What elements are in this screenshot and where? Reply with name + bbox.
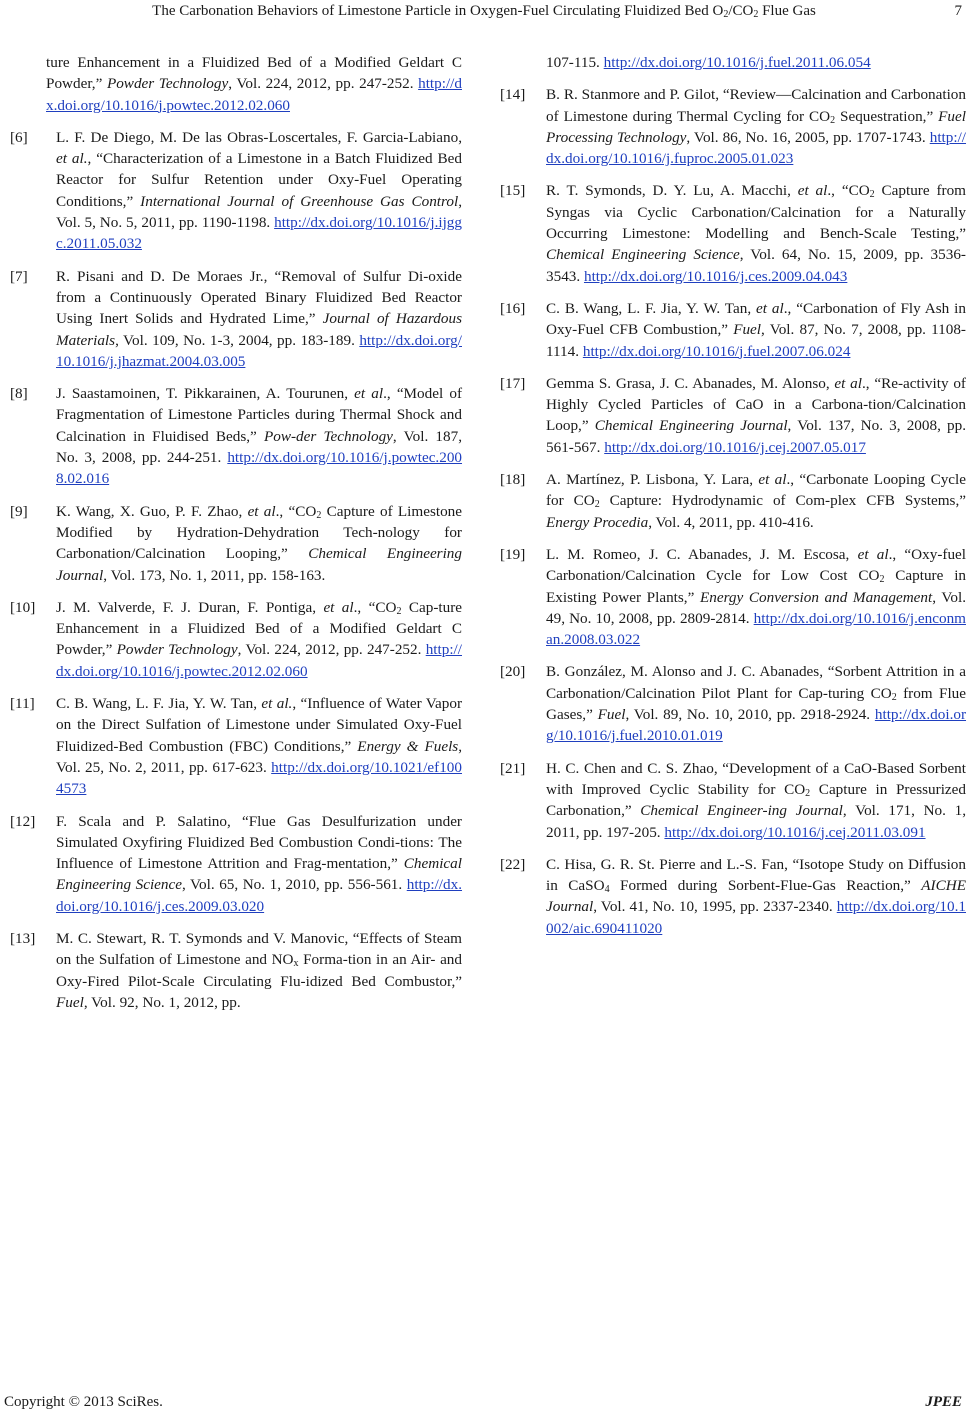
reference-item-12: [12] F. Scala and P. Salatino, “Flue Gas Desulfurization under Simulated Oxyfiring Fluidized Bed Combustion Condi-tions: The Influence of Limestone Attrition and Frag-mentation,” Chemical Engineering Science, Vol. 65, No. 1, 2010, pp. 556-561. http://dx.doi.org/10.1016/j.ces.2009.03.020 (10, 812, 463, 915)
references-right-column (500, 52, 966, 950)
reference-item-13: [13] M. C. Stewart, R. T. Symonds and V. Manovic, “Effects of Steam on the Sulfation of Limestone and $NO_x$ Forma-tion in an Air- and Oxy-Fired Pilot-Scale Circulating Flu-idized Bed Combustor,” Fuel, Vol. 92, No. 1, 2012, pp. (10, 929, 462, 1011)
reference-item-22: [22] C. Hisa, G. R. St. Pierre and L.-S. Fan, “Isotope Study on Diffusion in CaSO$_4$ Formed during Sorbent-Flue-Gas Reaction,” AICHE Journal, Vol. 41, No. 10, 1995, pp. 2337-2340. http://dx.doi.org/10.1002/aic.690411020 (500, 855, 966, 937)
doi-link[interactable]: http://dx.doi.org/10.1016/j.jhazmat.2004.03.005 (56, 331, 462, 370)
reference-item-9: [9] K. Wang, X. Guo, P. F. Zhao, et al., “$CO_2$ Capture of Limestone Modified by Hydration-Dehydration Tech-nology for Carbonation/Calcination Looping,” Chemical Engineering Journal, Vol. 173, No. 1, 2011, pp. 158-163. (10, 502, 463, 584)
doi-link[interactable]: http://dx.doi.org/10.1016/j.fuel.2011.06.054 (603, 54, 871, 71)
reference-item-14: [14] B. R. Stanmore and P. Gilot, “Review—Calcination and Carbonation of Limestone during Thermal Cycling for $CO_2$ Sequestration,” Fuel Processing Technology, Vol. 86, No. 16, 2005, pp. 1707-1743. http://dx.doi.org/10.1016/j.fuproc.2005.01.023 (500, 86, 967, 168)
reference-item-17: [17] Gemma S. Grasa, J. C. Abanades, M. Alonso, et al., “Re-activity of Highly Cycled Particles of CaO in a Carbona-tion/Calcination Loop,” Chemical Engineering Journal, Vol. 137, No. 3, 2008, pp. 561-567. http://dx.doi.org/10.1016/j.cej.2007.05.017 (500, 374, 966, 456)
reference-item-10: [10] J. M. Valverde, F. J. Duran, F. Pontiga, et al., “$CO_2$ Cap-ture Enhancement in a Fluidized Bed of a Modified Geldart C Powder,” Powder Technology, Vol. 224, 2012, pp. 247-252. http://dx.doi.org/10.1016/j.powtec.2012.02.060 (10, 598, 463, 680)
reference-continuation: ture Enhancement in a Fluidized Bed of a Modified Geldart C Powder,” Powder Technology, Vol. 224, 2012, pp. 247-252. http://dx.doi.org/10.1016/j.powtec.2012.02.060 (46, 54, 462, 114)
journal-abbreviation: JPEE (925, 1394, 962, 1410)
reference-item-16: [16] C. B. Wang, L. F. Jia, Y. W. Tan, et al., “Carbonation of Fly Ash in Oxy-Fuel CFB Combustion,” Fuel, Vol. 87, No. 7, 2008, pp. 1108-1114. http://dx.doi.org/10.1016/j.fuel.2007.06.024 (500, 299, 966, 360)
doi-link[interactable]: http://dx.doi.org/10.1016/j.fuel.2007.06.024 (582, 342, 851, 360)
copyright-notice: Copyright © 2013 SciRes. (4, 1394, 163, 1410)
doi-link[interactable]: http://dx.doi.org/10.1016/j.fuel.2010.01.019 (546, 706, 967, 745)
doi-link[interactable]: http://dx.doi.org/10.1016/j.ces.2009.03.020 (56, 876, 463, 915)
reference-item-8: [8] J. Saastamoinen, T. Pikkarainen, A. Tourunen, et al., “Model of Fragmentation of Limestone Particles during Thermal Shock and Calcination in Fluidised Beds,” Pow-der Technology, Vol. 187, No. 3, 2008, pp. 244-251. http://dx.doi.org/10.1016/j.powtec.2008.02.016 (10, 385, 463, 488)
doi-link[interactable]: http://dx.doi.org/10.1021/ef1004573 (56, 758, 462, 798)
reference-item-21: [21] H. C. Chen and C. S. Zhao, “Development of a CaO-Based Sorbent with Improved Cyclic Stability for $CO_2$ Capture in Pressurized Carbonation,” Chemical Engineer-ing Journal, Vol. 171, No. 1, 2011, pp. 197-205. http://dx.doi.org/10.1016/j.cej.2011.03.091 (500, 759, 966, 841)
doi-link[interactable]: http://dx.doi.org/10.1016/j.ijggc.2011.05.032 (56, 214, 462, 253)
doi-link[interactable]: http://dx.doi.org/10.1016/j.fuproc.2005.01.023 (546, 128, 967, 168)
doi-link[interactable]: http://dx.doi.org/10.1016/j.powtec.2012.02.060 (56, 641, 462, 680)
references-left-column (10, 52, 463, 1024)
reference-item-15: [15] R. T. Symonds, D. Y. Lu, A. Macchi, et al., “$CO_2$ Capture from Syngas via Cyclic Carbonation/Calcination for a Naturally Occurring Limestone: Modelling and Bench-Scale Testing,” Chemical Engineering Science, Vol. 64, No. 15, 2009, pp. 3536-3543. http://dx.doi.org/10.1016/j.ces.2009.04.043 (500, 182, 966, 285)
doi-link[interactable]: http://dx.doi.org/10.1002/aic.690411020 (546, 898, 966, 937)
doi-link[interactable]: http://dx.doi.org/10.1016/j.powtec.2012.02.060 (46, 75, 462, 114)
reference-item-7: [7] R. Pisani and D. De Moraes Jr., “Removal of Sulfur Di-oxide from a Continuously Operated Binary Fluidized Bed Reactor Using Inert Solids and Hydrated Lime,” Journal of Hazardous Materials, Vol. 109, No. 1-3, 2004, pp. 183-189. http://dx.doi.org/10.1016/j.jhazmat.2004.03.005 (10, 267, 462, 370)
page-number: 7 (954, 3, 962, 19)
reference-item-19: [19] L. M. Romeo, J. C. Abanades, J. M. Escosa, et al., “Oxy-fuel Carbonation/Calcination Cycle for Low Cost $CO_2$ Capture in Existing Power Plants,” Energy Conversion and Management, Vol. 49, No. 10, 2008, pp. 2809-2814. http://dx.doi.org/10.1016/j.enconman.2008.03.022 (500, 545, 967, 649)
running-title: The Carbonation Behaviors of Limestone Particle in Oxygen-Fuel Circulating Fluidized Bed $O_2/CO_2$ Flue Gas (152, 3, 816, 20)
running-header (0, 0, 968, 26)
reference-item-20: [20] B. González, M. Alonso and J. C. Abanades, “Sorbent Attrition in a Carbonation/Calcination Pilot Plant for Cap-turing $CO_2$ from Flue Gases,” Fuel, Vol. 89, No. 10, 2010, pp. 2918-2924. http://dx.doi.org/10.1016/j.fuel.2010.01.019 (500, 663, 967, 745)
doi-link[interactable]: http://dx.doi.org/10.1016/j.cej.2011.03.091 (664, 823, 926, 841)
doi-link[interactable]: http://dx.doi.org/10.1016/j.ces.2009.04.043 (583, 267, 848, 285)
doi-link[interactable]: http://dx.doi.org/10.1016/j.cej.2007.05.017 (604, 438, 866, 456)
doi-link[interactable]: http://dx.doi.org/10.1016/j.powtec.2008.02.016 (56, 449, 463, 488)
doi-link[interactable]: http://dx.doi.org/10.1016/j.enconman.2008.03.022 (546, 609, 966, 649)
reference-item-6: [6] L. F. De Diego, M. De las Obras-Loscertales, F. Garcia-Labiano, et al., “Characterization of a Limestone in a Batch Fluidized Bed Reactor for Sulfur Retention under Oxy-Fuel Operating Conditions,” International Journal of Greenhouse Gas Control, Vol. 5, No. 5, 2011, pp. 1190-1198. http://dx.doi.org/10.1016/j.ijggc.2011.05.032 (10, 128, 462, 253)
reference-item-18: [18] A. Martínez, P. Lisbona, Y. Lara, et al., “Carbonate Looping Cycle for $CO_2$ Capture: Hydrodynamic of Com-plex CFB Systems,” Energy Procedia, Vol. 4, 2011, pp. 410-416. (500, 471, 967, 531)
reference-item-11: [11] C. B. Wang, L. F. Jia, Y. W. Tan, et al., “Influence of Water Vapor on the Direct Sulfation of Limestone under Simulated Oxy-Fuel Fluidized-Bed Combustion (FBC) Conditions,” Energy & Fuels, Vol. 25, No. 2, 2011, pp. 617-623. http://dx.doi.org/10.1021/ef1004573 (10, 695, 463, 798)
reference-continuation: 107-115. http://dx.doi.org/10.1016/j.fuel.2011.06.054 (546, 54, 871, 71)
